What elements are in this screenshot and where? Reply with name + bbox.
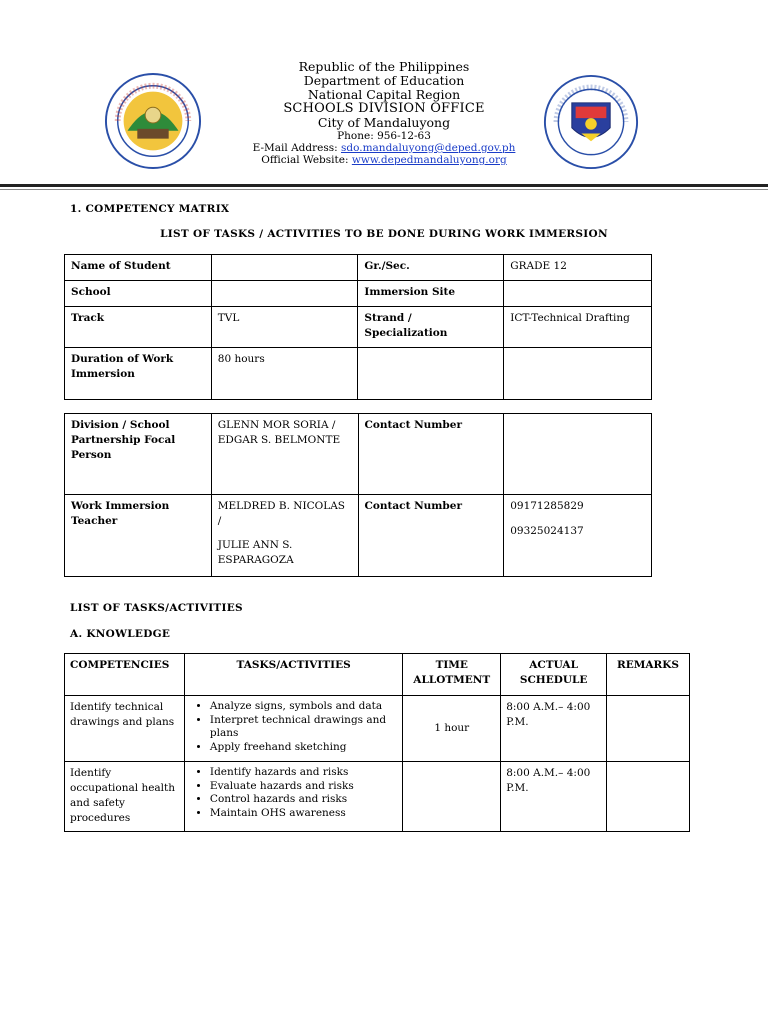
tasks-title: LIST OF TASKS/ACTIVITIES — [70, 602, 243, 614]
teacher-contact-1: 09171285829 — [510, 500, 584, 512]
duration-label: Duration of Work Immersion — [65, 348, 212, 400]
table-row — [65, 348, 652, 400]
focal-contact-label: Contact Number — [358, 414, 504, 495]
grsec-value[interactable]: GRADE 12 — [504, 255, 652, 281]
table-row — [65, 281, 652, 307]
section-title: 1. COMPETENCY MATRIX — [70, 203, 230, 215]
website-label: Official Website: — [261, 154, 352, 166]
grsec-label: Gr./Sec. — [358, 255, 504, 281]
school-label: School — [65, 281, 212, 307]
strand-label: Strand / Specialization — [358, 307, 504, 348]
site-label: Immersion Site — [358, 281, 504, 307]
knowledge-title: A. KNOWLEDGE — [70, 628, 171, 640]
duration-value[interactable]: 80 hours — [211, 348, 358, 400]
header-divider-thin — [0, 189, 768, 190]
email-link[interactable]: sdo.mandaluyong@deped.gov.ph — [341, 142, 516, 154]
header-competencies: COMPETENCIES — [65, 654, 185, 696]
competency-cell: Identify occupational health and safety procedures — [65, 762, 185, 832]
focal-person-label: Division / School Partnership Focal Person — [65, 414, 212, 495]
teacher-value[interactable] — [211, 495, 358, 577]
region-line: National Capital Region — [307, 87, 461, 102]
tasks-cell — [184, 696, 402, 762]
task-list — [190, 700, 397, 754]
focal-contact-value[interactable] — [504, 414, 652, 495]
name-label: Name of Student — [65, 255, 212, 281]
teacher-name-1: MELDRED B. NICOLAS / — [217, 500, 346, 527]
department-line: Department of Education — [303, 73, 465, 88]
matrix-header-row — [65, 654, 690, 696]
time-cell[interactable]: 1 hour — [403, 696, 501, 762]
table-row — [65, 696, 690, 762]
track-label: Track — [65, 307, 212, 348]
list-item: • Apply freehand sketching — [210, 741, 397, 755]
tasks-cell — [184, 762, 402, 832]
republic-line: Republic of the Philippines — [298, 59, 470, 74]
website-line — [200, 154, 568, 166]
list-item: • Control hazards and risks — [210, 793, 397, 807]
list-item: • Identify hazards and risks — [210, 766, 397, 780]
schedule-cell[interactable]: 8:00 A.M.– 4:00 P.M. — [501, 762, 607, 832]
header-schedule: ACTUAL SCHEDULE — [501, 654, 607, 696]
header-divider-thick — [0, 184, 768, 187]
email-line — [200, 142, 568, 154]
list-item: • Maintain OHS awareness — [210, 807, 397, 821]
schools-division-office-seal-icon — [104, 72, 202, 170]
email-label: E-Mail Address: — [252, 142, 341, 154]
list-item: • Evaluate hazards and risks — [210, 780, 397, 794]
competency-cell: Identify technical drawings and plans — [65, 696, 185, 762]
track-value[interactable]: TVL — [211, 307, 358, 348]
time-cell[interactable] — [403, 762, 501, 832]
remarks-cell[interactable] — [607, 762, 690, 832]
student-info-table — [64, 254, 652, 400]
contacts-table — [64, 413, 652, 577]
letterhead — [0, 56, 768, 176]
teacher-contact-2: 09325024137 — [510, 525, 584, 537]
table-row — [65, 495, 652, 577]
teacher-contact-value[interactable] — [504, 495, 652, 577]
name-value[interactable] — [211, 255, 358, 281]
phone-line: Phone: 956-12-63 — [337, 130, 431, 142]
header-time: TIME ALLOTMENT — [403, 654, 501, 696]
teacher-label: Work Immersion Teacher — [65, 495, 212, 577]
office-line: SCHOOLS DIVISION OFFICE — [283, 101, 485, 116]
site-value[interactable] — [504, 281, 652, 307]
teacher-name-2: JULIE ANN S. ESPARAGOZA — [217, 539, 294, 566]
remarks-cell[interactable] — [607, 696, 690, 762]
city-line: City of Mandaluyong — [317, 115, 451, 130]
table-row — [65, 255, 652, 281]
table-row — [65, 762, 690, 832]
teacher-contact-label: Contact Number — [358, 495, 504, 577]
list-title: LIST OF TASKS / ACTIVITIES TO BE DONE DURING WORK IMMERSION — [160, 228, 608, 240]
focal-person-value[interactable]: GLENN MOR SORIA / EDGAR S. BELMONTE — [211, 414, 358, 495]
empty-cell — [504, 348, 652, 400]
letterhead-text — [200, 60, 568, 166]
empty-cell — [358, 348, 504, 400]
table-row — [65, 414, 652, 495]
website-link[interactable]: www.depedmandaluyong.org — [351, 154, 507, 166]
deped-seal-icon — [543, 74, 639, 170]
header-remarks: REMARKS — [607, 654, 690, 696]
strand-value[interactable]: ICT-Technical Drafting — [504, 307, 652, 348]
school-value[interactable] — [211, 281, 358, 307]
table-row — [65, 307, 652, 348]
competency-matrix-table — [64, 653, 690, 832]
list-item: • Analyze signs, symbols and data — [210, 700, 397, 714]
schedule-cell[interactable]: 8:00 A.M.– 4:00 P.M. — [501, 696, 607, 762]
header-tasks: TASKS/ACTIVITIES — [184, 654, 402, 696]
list-item: • Interpret technical drawings and plans — [210, 714, 397, 741]
task-list — [190, 766, 397, 820]
